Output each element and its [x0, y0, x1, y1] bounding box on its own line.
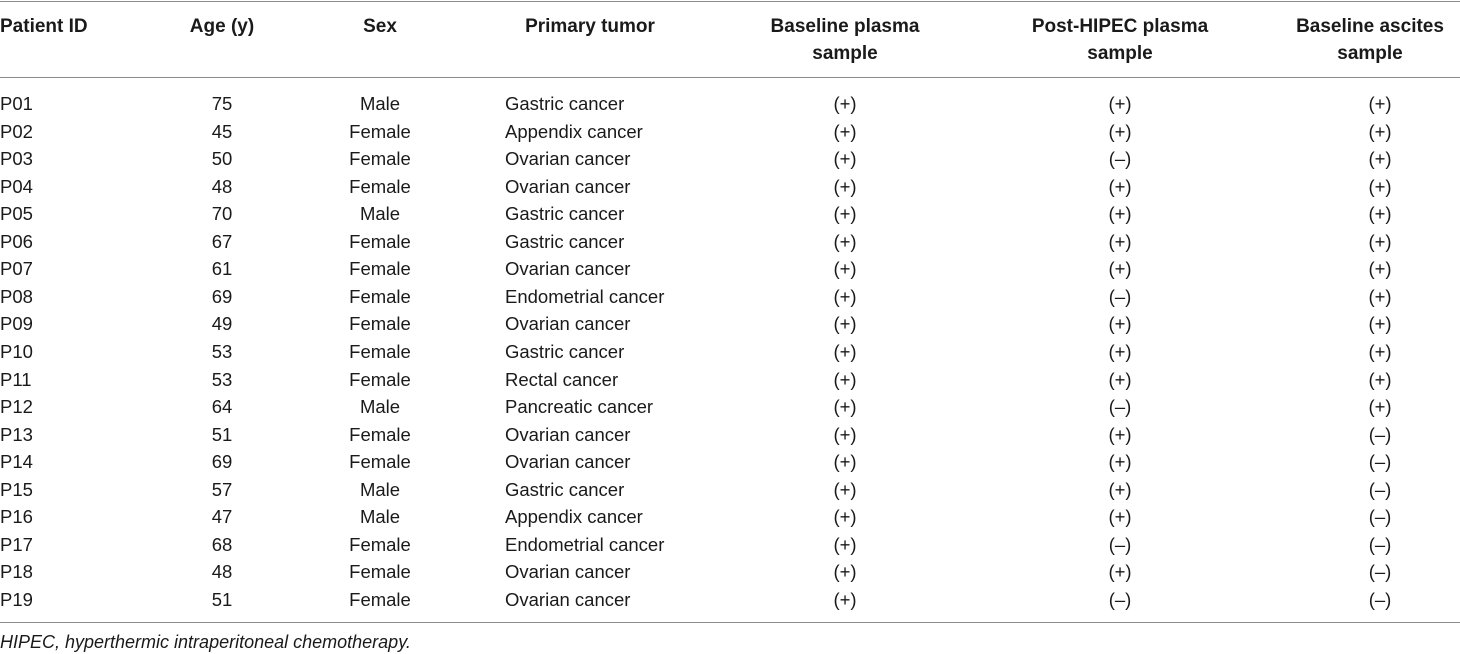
cell-age: 48 [211, 175, 233, 197]
cell-sex: Female [349, 451, 411, 473]
cell-age: 48 [211, 561, 233, 583]
cell-age: 61 [211, 258, 233, 280]
cell-patient-id: P02 [0, 120, 33, 142]
cell-patient-id: P05 [0, 203, 33, 225]
cell-baseline-plasma: (+) [833, 478, 857, 500]
cell-baseline-ascites: (–) [1368, 588, 1392, 610]
cell-post-hipec-plasma: (+) [1108, 258, 1132, 280]
cell-sex: Female [349, 588, 411, 610]
cell-sex: Female [349, 120, 411, 142]
cell-patient-id: P15 [0, 478, 33, 500]
cell-baseline-plasma: (+) [833, 120, 857, 142]
cell-baseline-ascites: (–) [1368, 506, 1392, 528]
header-patient-id: Patient ID [0, 16, 88, 37]
cell-patient-id: P14 [0, 451, 33, 473]
cell-baseline-plasma: (+) [833, 561, 857, 583]
cell-sex: Female [349, 230, 411, 252]
cell-baseline-plasma: (+) [833, 340, 857, 362]
cell-sex: Male [359, 478, 401, 500]
cell-baseline-plasma: (+) [833, 285, 857, 307]
cell-baseline-plasma: (+) [833, 396, 857, 418]
cell-age: 49 [211, 313, 233, 335]
header-baseline-ascites: Baseline ascites sample [1296, 16, 1444, 64]
cell-baseline-ascites: (+) [1368, 120, 1392, 142]
cell-sex: Male [359, 93, 401, 114]
cell-primary-tumor: Ovarian cancer [505, 175, 631, 197]
cell-patient-id: P17 [0, 533, 33, 555]
cell-baseline-plasma: (+) [833, 368, 857, 390]
cell-baseline-ascites: (+) [1368, 368, 1392, 390]
header-baseline-plasma: Baseline plasma sample [770, 16, 920, 64]
cell-post-hipec-plasma: (+) [1108, 203, 1132, 225]
cell-post-hipec-plasma: (+) [1108, 478, 1132, 500]
cell-post-hipec-plasma: (+) [1108, 506, 1132, 528]
table-footnote: HIPEC, hyperthermic intraperitoneal chemotherapy. [0, 632, 411, 652]
cell-baseline-plasma: (+) [833, 423, 857, 445]
cell-primary-tumor: Gastric cancer [505, 230, 625, 252]
cell-post-hipec-plasma: (+) [1108, 340, 1132, 362]
cell-patient-id: P04 [0, 175, 33, 197]
cell-baseline-plasma: (+) [833, 533, 857, 555]
cell-age: 53 [211, 368, 233, 390]
cell-sex: Female [349, 533, 411, 555]
cell-sex: Female [349, 340, 411, 362]
cell-post-hipec-plasma: (–) [1108, 533, 1132, 555]
cell-baseline-plasma: (+) [833, 175, 857, 197]
cell-baseline-plasma: (+) [833, 203, 857, 225]
header-post-hipec-plasma: Post-HIPEC plasma sample [1031, 16, 1209, 64]
cell-primary-tumor: Ovarian cancer [505, 148, 631, 170]
cell-baseline-ascites: (–) [1368, 451, 1392, 473]
cell-patient-id: P09 [0, 313, 33, 335]
cell-sex: Female [349, 368, 411, 390]
cell-sex: Male [359, 506, 401, 528]
cell-sex: Male [359, 396, 401, 418]
cell-patient-id: P11 [0, 368, 32, 390]
cell-age: 75 [211, 93, 233, 114]
cell-primary-tumor: Ovarian cancer [505, 313, 631, 335]
cell-primary-tumor: Ovarian cancer [505, 561, 631, 583]
cell-baseline-ascites: (–) [1368, 533, 1392, 555]
cell-primary-tumor: Gastric cancer [505, 340, 625, 362]
cell-baseline-plasma: (+) [833, 313, 857, 335]
cell-sex: Female [349, 148, 411, 170]
cell-baseline-ascites: (+) [1368, 340, 1392, 362]
cell-patient-id: P07 [0, 258, 33, 280]
header-primary-tumor: Primary tumor [525, 16, 655, 37]
cell-primary-tumor: Pancreatic cancer [505, 396, 654, 418]
cell-age: 45 [211, 120, 233, 142]
cell-age: 67 [211, 230, 233, 252]
cell-baseline-plasma: (+) [833, 230, 857, 252]
cell-sex: Male [359, 203, 401, 225]
cell-age: 69 [211, 285, 233, 307]
bottom-rule [0, 622, 1460, 623]
cell-post-hipec-plasma: (+) [1108, 120, 1132, 142]
cell-patient-id: P19 [0, 588, 33, 610]
cell-sex: Female [349, 258, 411, 280]
cell-patient-id: P16 [0, 506, 33, 528]
cell-primary-tumor: Appendix cancer [505, 120, 643, 142]
cell-sex: Female [349, 561, 411, 583]
cell-baseline-ascites: (+) [1368, 203, 1392, 225]
cell-post-hipec-plasma: (–) [1108, 285, 1132, 307]
cell-post-hipec-plasma: (+) [1108, 451, 1132, 473]
cell-baseline-ascites: (–) [1368, 561, 1392, 583]
cell-primary-tumor: Rectal cancer [505, 368, 619, 390]
cell-patient-id: P12 [0, 396, 33, 418]
cell-post-hipec-plasma: (+) [1108, 313, 1132, 335]
cell-post-hipec-plasma: (+) [1108, 175, 1132, 197]
cell-patient-id: P10 [0, 340, 33, 362]
cell-primary-tumor: Gastric cancer [505, 478, 625, 500]
cell-primary-tumor: Gastric cancer [505, 93, 625, 114]
cell-post-hipec-plasma: (+) [1108, 230, 1132, 252]
cell-primary-tumor: Endometrial cancer [505, 285, 665, 307]
cell-baseline-ascites: (+) [1368, 148, 1392, 170]
cell-baseline-ascites: (+) [1368, 258, 1392, 280]
cell-age: 53 [211, 340, 233, 362]
cell-patient-id: P06 [0, 230, 33, 252]
cell-age: 69 [211, 451, 233, 473]
cell-baseline-ascites: (+) [1368, 396, 1392, 418]
cell-age: 51 [211, 588, 233, 610]
cell-patient-id: P18 [0, 561, 33, 583]
cell-baseline-ascites: (+) [1368, 175, 1392, 197]
cell-patient-id: P03 [0, 148, 33, 170]
header-sex: Sex [363, 16, 397, 37]
cell-baseline-plasma: (+) [833, 258, 857, 280]
cell-post-hipec-plasma: (+) [1108, 423, 1132, 445]
cell-patient-id: P08 [0, 285, 33, 307]
cell-baseline-ascites: (+) [1368, 93, 1392, 114]
cell-baseline-plasma: (+) [833, 148, 857, 170]
cell-age: 57 [211, 478, 233, 500]
cell-primary-tumor: Gastric cancer [505, 203, 625, 225]
cell-baseline-ascites: (+) [1368, 230, 1392, 252]
cell-primary-tumor: Ovarian cancer [505, 588, 631, 610]
cell-sex: Female [349, 423, 411, 445]
cell-primary-tumor: Ovarian cancer [505, 451, 631, 473]
cell-age: 70 [211, 203, 233, 225]
cell-age: 47 [211, 506, 233, 528]
cell-age: 50 [211, 148, 233, 170]
cell-sex: Female [349, 175, 411, 197]
header-age: Age (y) [189, 16, 255, 37]
cell-primary-tumor: Appendix cancer [505, 506, 643, 528]
cell-baseline-plasma: (+) [833, 588, 857, 610]
cell-sex: Female [349, 285, 411, 307]
cell-patient-id: P01 [0, 93, 33, 114]
cell-primary-tumor: Endometrial cancer [505, 533, 665, 555]
cell-baseline-ascites: (–) [1368, 423, 1392, 445]
cell-post-hipec-plasma: (+) [1108, 561, 1132, 583]
cell-sex: Female [349, 313, 411, 335]
cell-post-hipec-plasma: (+) [1108, 93, 1132, 114]
cell-baseline-plasma: (+) [833, 451, 857, 473]
cell-age: 64 [211, 396, 233, 418]
top-rule [0, 1, 1460, 2]
cell-baseline-plasma: (+) [833, 506, 857, 528]
cell-age: 51 [211, 423, 233, 445]
cell-post-hipec-plasma: (–) [1108, 588, 1132, 610]
cell-patient-id: P13 [0, 423, 33, 445]
cell-baseline-ascites: (–) [1368, 478, 1392, 500]
cell-primary-tumor: Ovarian cancer [505, 423, 631, 445]
cell-baseline-ascites: (+) [1368, 313, 1392, 335]
cell-post-hipec-plasma: (–) [1108, 396, 1132, 418]
cell-post-hipec-plasma: (–) [1108, 148, 1132, 170]
cell-baseline-ascites: (+) [1368, 285, 1392, 307]
cell-post-hipec-plasma: (+) [1108, 368, 1132, 390]
cell-primary-tumor: Ovarian cancer [505, 258, 631, 280]
cell-baseline-plasma: (+) [833, 93, 857, 114]
header-rule [0, 77, 1460, 78]
cell-age: 68 [211, 533, 233, 555]
